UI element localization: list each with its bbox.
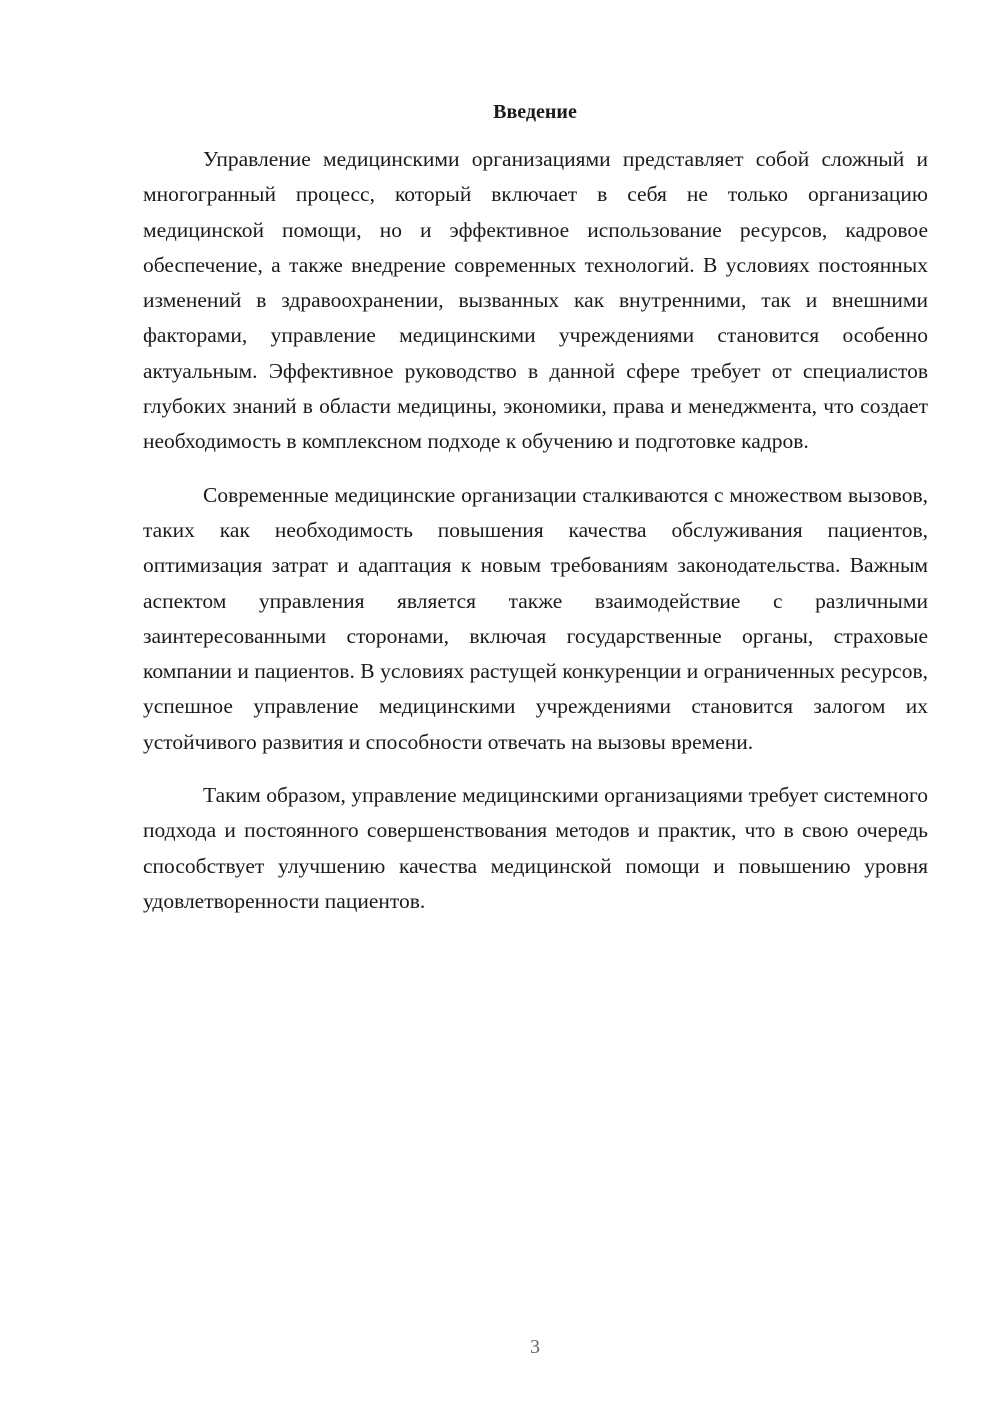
paragraph-1: Управление медицинскими организациями представляет собой сложный и многогранный процесс, который включает в себя не только организацию медицинской помощи, но и эффективное использование ресурсов, кадровое обеспечение, а также внедрение современных технологий. В условиях постоянных изменений в здравоохранении, вызванных как внутренними, так и внешними факторами, управление медицинскими учреждениями становится особенно актуальным. Эффективное руководство в данной сфере требует от специалистов глубоких знаний в области медицины, экономики, права и менеджмента, что создает необходимость в комплексном подходе к обучению и подготовке кадров. (143, 147, 928, 454)
paragraph-3: Таким образом, управление медицинскими организациями требует системного подхода и постоянного совершенствования методов и практик, что в свою очередь способствует улучшению качества медицинской помощи и повышению уровня удовлетворенности пациентов. (143, 783, 928, 913)
section-title: Введение (493, 101, 577, 123)
body-text (143, 142, 928, 919)
paragraph-2: Современные медицинские организации сталкиваются с множеством вызовов, таких как необходимость повышения качества обслуживания пациентов, оптимизация затрат и адаптация к новым требованиям законодательства. Важным аспектом управления является также взаимодействие с различными заинтересованными сторонами, включая государственные органы, страховые компании и пациентов. В условиях растущей конкуренции и ограниченных ресурсов, успешное управление медицинскими учреждениями становится залогом их устойчивого развития и способности отвечать на вызовы времени. (143, 482, 928, 754)
page-number: 3 (530, 1336, 540, 1358)
